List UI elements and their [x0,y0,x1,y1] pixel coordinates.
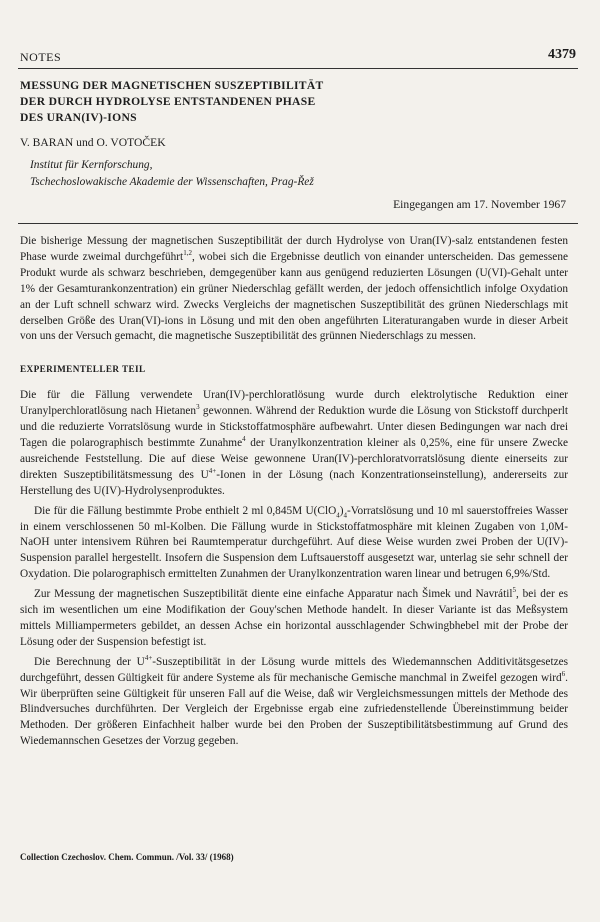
authors: V. BARAN und O. VOTOČEK [20,136,166,149]
section-label: NOTES [20,50,62,64]
body-paragraph [20,388,568,499]
intro-paragraph [20,234,568,345]
ion-charge: 4+ [144,653,153,662]
title-line: DER DURCH HYDROLYSE ENTSTANDENEN PHASE [20,95,316,108]
article-body [20,234,568,750]
affiliation-line: Tschechoslowakische Akademie der Wissenschaften, Prag-Řež [30,176,314,188]
citation-ref: 5 [512,586,516,595]
text-run: , bei der es sich im wesentlichen um eine Modifikation der Gouy'schen Methode handelt. In dieser Variante ist das Meßsystem mittels Milliampermeters gebildet, an dessen Achse ein horizontal ausschlagender Schwingbhebel mit der Probe der Lösung oder der Suspension befestigt ist. [20,588,568,648]
title-line: DES URAN(IV)-IONS [20,111,137,124]
text-run: -Suszeptibilität in der Lösung wurde mittels des Wiedemannschen Additivitätsgesetzes durchgeführt, dessen Gültigkeit für andere Systeme als für mechanische Gemische manchmal in Zweifel gezogen wird [20,655,569,684]
text-run: , wobei sich die Ergebnisse deutlich von einander unterscheiden. Das gemessene Produkt wurde als schwarz beschrieben, demgegenüber kann aus genügend reduzierten Lösungen (U(VI)-Gehalt unter 1% der Gesamturankonzentration) ein grüner Niederschlag gefällt werden, der jedoch offensichtlich infolge Oxydation an der Luft schnell schwarz wird. Zwecks Vergleichs der magnetischen Suszeptibilität des grünen Niederschlags mit derselben Größe des Uran(VI)-ions in Lösung und mit den oben angeführten Literaturangaben wurde in dieser Arbeit von uns der Versuch gemacht, die magnetische Suszeptibilität des grünnen Niederschlags zu messen. [20,250,568,343]
page-number: 4379 [548,47,576,62]
body-paragraph [20,504,568,584]
journal-page [18,0,578,922]
affiliation [30,157,314,191]
text-run: Die für die Fällung verwendete Uran(IV)-perchloratlösung wurde durch elektrolytische Reduktion einer Uranylperchloratlösung nach Hietanen [20,389,568,418]
journal-footer: Collection Czechoslov. Chem. Commun. /Vol. 33/ (1968) [20,852,234,862]
text-run: der Uranylkonzentration kleiner als 0,25%, eine für unsere Zwecke ausreichende Feststellung. Die auf diese Weise gewonnene Uran(IV)-perchloratvorratslösung diente einerseits zur direkten Suszeptibilitätsmessung des U [20,436,568,481]
ion-charge: 4+ [208,467,217,476]
text-run: Die für die Fällung bestimmte Probe enthielt 2 ml 0,845M U(ClO [34,504,337,517]
text-run: . Wir überprüften seine Gültigkeit für unseren Fall auf die Weise, daß wir Vergleichsmessungen mittels der Methode des Blindversuches durchführten. Der Vergleich der Ergebnisse ergab eine zufriedenstellende Übereinstimmung beider Methoden. Der größeren Einfachheit halber wurde bei den Proben der Suszeptibilitätsbestimmung auf Grund des Wiedemannschen Gesetzes der Vorzug gegeben. [20,671,568,748]
formula-subscript: 4 [336,510,340,519]
formula-subscript: 4 [343,510,348,519]
affiliation-line: Institut für Kernforschung, [30,159,153,171]
divider [18,223,578,224]
citation-ref: 3 [196,403,200,412]
citation-ref: 4 [242,435,246,444]
running-header [18,46,578,69]
text-run: ) [339,504,344,517]
text-run: gewonnen. Während der Reduktion wurde die Lösung von Stickstoff durchperlt und die reduzierte Vorratslösung wurde in Stickstoffatmosphäre aufbewahrt. Unter diesen Bedingungen war nach drei Tagen die polarographisch bestimmte Zunahme [20,405,568,449]
body-paragraph [20,655,568,750]
title-line: MESSUNG DER MAGNETISCHEN SUSZEPTIBILITÄT [20,79,324,92]
citation-ref: 6 [561,669,566,678]
text-run: Zur Messung der magnetischen Suszeptibilität diente eine einfache Apparatur nach Šimek und Navrátil [34,588,513,601]
text-run: Die Berechnung der U [34,655,145,668]
text-run: -Ionen in der Lösung (nach Konzentrationseinstellung), andererseits zur Herstellung des U(IV)-Hydrolysenproduktes. [20,468,568,497]
received-date: Eingegangen am 17. November 1967 [393,198,566,211]
article-title [20,78,560,126]
text-run: Die bisherige Messung der magnetischen Suszeptibilität der durch Hydrolyse von Uran(IV)-salz entstandenen festen Phase wurde zweimal durchgeführt [20,235,568,263]
body-paragraph [20,587,568,651]
text-run: -Vorratslösung und 10 ml sauerstoffreies Wasser in einem verschlossenen 50 ml-Kolben. Die Fällung wurde in Stickstoffatmosphäre mit kleinen Zugaben von 1,0M-NaOH unter intensivem Rühren bei Raumtemperatur durchgeführt. Auf diese Weise wurden zwei Proben der U(IV)-Suspension parallel hergestellt. Insofern die Suspension dem Luftsauerstoff ausgesetzt war, unterlag sie sehr schnell der Oxydation. Die polarographisch ermittelten Zunahmen der Uranylkonzentration waren linear und betrugen 6,9%/Std. [20,504,568,581]
citation-ref: 1,2 [183,249,192,258]
section-heading: EXPERIMENTELLER TEIL [20,364,146,375]
